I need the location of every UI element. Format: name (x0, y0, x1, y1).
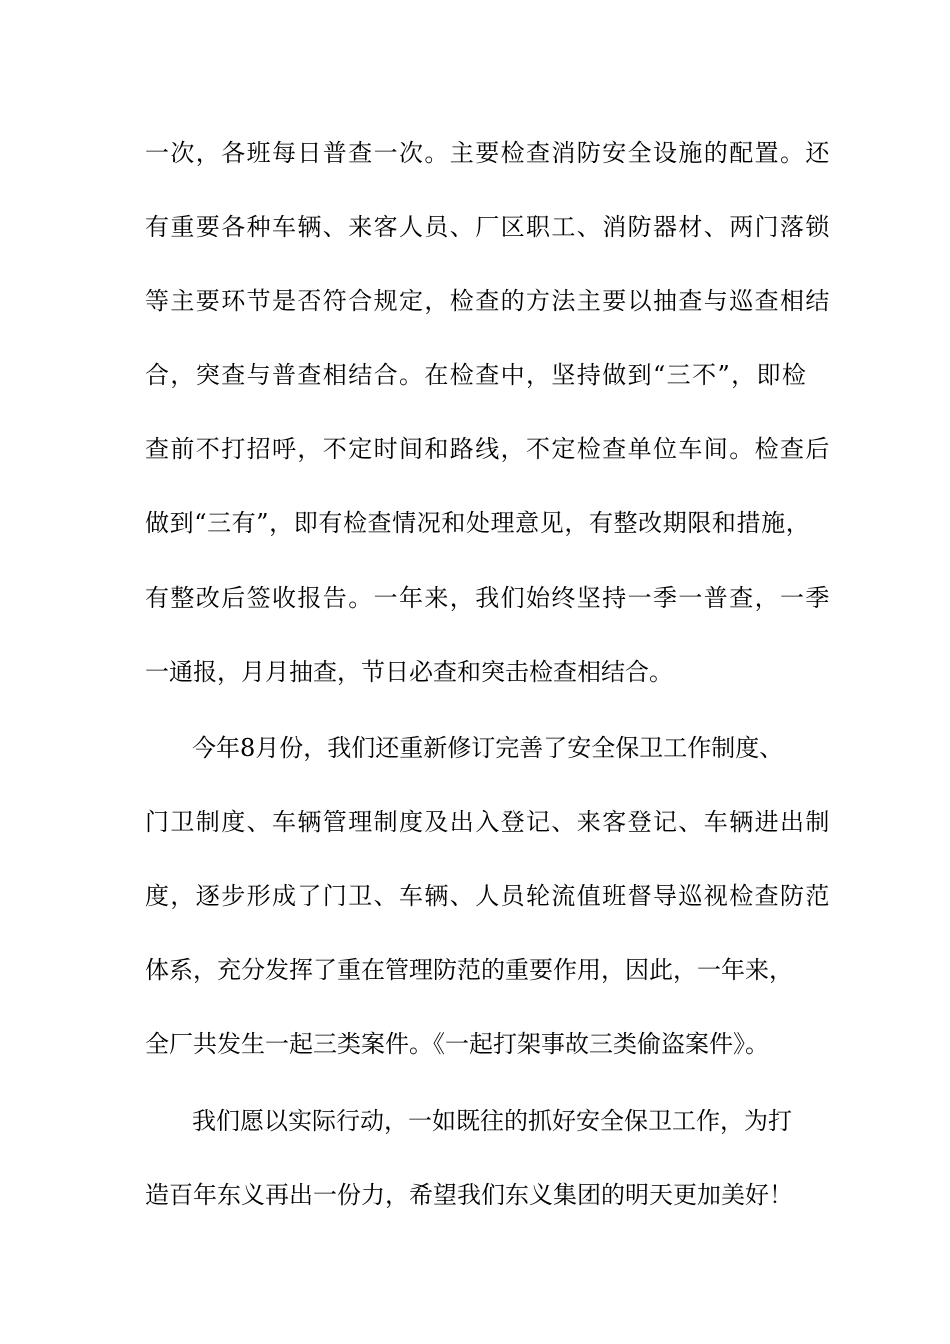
paragraph-first-line: 我们愿以实际行动，一如既往的抓好安全保卫工作，为打 (192, 1107, 792, 1135)
text-line: 合，突查与普查相结合。在检查中，坚持做到“三不”，即检 (145, 361, 808, 389)
text-line: 度，逐步形成了门卫、车辆、人员轮流值班督导巡视检查防范 (145, 882, 831, 910)
text-line: 一次，各班每日普查一次。主要检查消防安全设施的配置。还 (145, 139, 831, 167)
text-line: 门卫制度、车辆管理制度及出入登记、来客登记、车辆进出制 (145, 808, 831, 836)
text-line: 有重要各种车辆、来客人员、厂区职工、消防器材、两门落锁 (145, 213, 831, 241)
text-line: 一通报，月月抽查，节日必查和突击检查相结合。 (145, 658, 673, 686)
text-line: 全厂共发生一起三类案件。《一起打架事故三类偷盗案件》。 (145, 1030, 769, 1058)
text-line: 做到“三有”，即有检查情况和处理意见，有整改期限和措施， (145, 509, 811, 537)
text-line: 有整改后签收报告。一年来，我们始终坚持一季一普查，一季 (145, 584, 831, 612)
text-line: 体系，充分发挥了重在管理防范的重要作用，因此，一年来， (145, 956, 793, 984)
text-line: 造百年东义再出一份力，希望我们东义集团的明天更加美好！ (145, 1181, 793, 1209)
text-line: 等主要环节是否符合规定，检查的方法主要以抽查与巡查相结 (145, 287, 831, 315)
text-line: 查前不打招呼，不定时间和路线，不定检查单位车间。检查后 (145, 435, 831, 463)
paragraph-first-line: 今年8月份，我们还重新修订完善了安全保卫工作制度、 (192, 734, 784, 762)
